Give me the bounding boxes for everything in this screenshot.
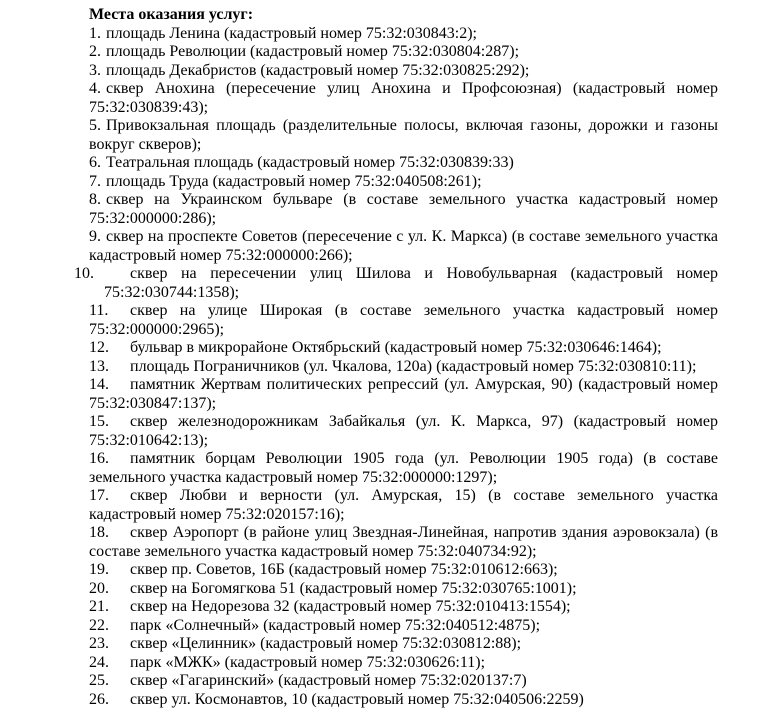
item-text: сквер железнодорожникам Забайкалья (ул. К. Маркса, 97) (кадастровый номер 75:32:010642:13); xyxy=(89,413,718,449)
item-number: 13. xyxy=(89,357,109,375)
item-number: 9. xyxy=(89,228,101,245)
item-number: 23. xyxy=(89,635,109,652)
item-number: 17. xyxy=(89,487,109,504)
item-number: 11. xyxy=(89,302,109,319)
item-number: 5. xyxy=(89,117,101,134)
list-item xyxy=(89,302,718,339)
item-text: Театральная площадь (кадастровый номер 75:32:030839:33) xyxy=(106,154,514,171)
list-item xyxy=(89,191,718,228)
item-text: Привокзальная площадь (разделительные полосы, включая газоны, дорожки и газоны вокруг скверов); xyxy=(89,117,718,153)
item-text: площадь Труда (кадастровый номер 75:32:040508:261); xyxy=(106,172,482,190)
item-text: сквер на Украинском бульваре (в составе земельного участка кадастровый номер 75:32:000000:286); xyxy=(89,191,718,227)
item-number: 1. xyxy=(89,24,101,42)
list-item xyxy=(89,43,718,62)
item-number: 24. xyxy=(89,653,109,671)
list-item xyxy=(89,339,718,358)
list-item xyxy=(89,376,718,413)
list-item xyxy=(89,25,718,44)
item-number: 19. xyxy=(89,561,109,578)
item-number: 14. xyxy=(89,376,109,393)
item-text: парк «МЖК» (кадастровый номер 75:32:030626:11); xyxy=(130,653,486,671)
item-number: 16. xyxy=(89,450,109,467)
item-text: сквер Аэропорт (в районе улиц Звездная-Линейная, напротив здания аэровокзала) (в составе земельного участка кадастровый номер 75:32:040734:92); xyxy=(89,524,718,560)
item-text: сквер на проспекте Советов (пересечение с ул. К. Маркса) (в составе земельного участка кадастровый номер 75:32:000000:266); xyxy=(89,228,718,264)
item-number: 6. xyxy=(89,154,101,171)
item-number: 20. xyxy=(89,579,109,597)
list-item xyxy=(89,154,718,173)
item-text: сквер Любви и верности (ул. Амурская, 15) (в составе земельного участка кадастровый номер 75:32:020157:16); xyxy=(89,487,718,523)
item-number: 2. xyxy=(89,43,101,60)
service-list xyxy=(74,24,718,710)
list-item xyxy=(89,358,718,377)
list-item xyxy=(89,413,718,450)
list-item xyxy=(89,691,718,710)
list-item xyxy=(89,450,718,487)
item-number: 3. xyxy=(89,61,101,79)
item-text: площадь Декабристов (кадастровый номер 75:32:030825:292); xyxy=(106,61,530,79)
list-item xyxy=(89,524,718,561)
item-text: площадь Революции (кадастровый номер 75:32:030804:287); xyxy=(106,43,520,60)
item-text: сквер пр. Советов, 16Б (кадастровый номер 75:32:010612:663); xyxy=(130,561,558,578)
list-item xyxy=(89,672,718,691)
item-number: 21. xyxy=(89,598,109,615)
list-item xyxy=(89,654,718,673)
list-item xyxy=(89,117,718,154)
list-item xyxy=(89,228,718,265)
item-number: 22. xyxy=(89,616,109,634)
item-number: 10. xyxy=(74,265,94,282)
item-text: памятник Жертвам политических репрессий (ул. Амурская, 90) (кадастровый номер 75:32:030847:137); xyxy=(89,376,718,412)
item-text: сквер на улице Широкая (в составе земельного участка кадастровый номер 75:32:000000:2965); xyxy=(89,302,718,338)
list-item xyxy=(89,487,718,524)
item-text: площадь Ленина (кадастровый номер 75:32:030843:2); xyxy=(106,24,477,42)
item-text: сквер Анохина (пересечение улиц Анохина и Профсоюзная) (кадастровый номер 75:32:030839:43); xyxy=(89,80,718,116)
item-number: 8. xyxy=(89,191,101,208)
list-item xyxy=(89,580,718,599)
item-number: 26. xyxy=(89,690,109,708)
list-item xyxy=(89,561,718,580)
list-item xyxy=(89,635,718,654)
item-text: сквер ул. Космонавтов, 10 (кадастровый номер 75:32:040506:2259) xyxy=(130,690,584,708)
item-text: памятник борцам Революции 1905 года (ул. Революции 1905 года) (в составе земельного участка кадастровый номер 75:32:000000:1297); xyxy=(89,450,718,486)
item-number: 15. xyxy=(89,413,109,430)
list-item xyxy=(89,80,718,117)
item-text: парк «Солнечный» (кадастровый номер 75:32:040512:4875); xyxy=(130,616,541,634)
item-number: 4. xyxy=(89,80,101,97)
item-number: 18. xyxy=(89,524,109,541)
list-item xyxy=(89,598,718,617)
list-item xyxy=(89,173,718,192)
page-title: Места оказания услуг: xyxy=(89,6,254,23)
item-text: сквер на пересечении улиц Шилова и Новобульварная (кадастровый номер 75:32:030744:1358); xyxy=(104,265,718,301)
item-text: сквер «Целинник» (кадастровый номер 75:32:030812:88); xyxy=(130,635,522,652)
item-text: сквер на Недорезова 32 (кадастровый номер 75:32:010413:1554); xyxy=(130,598,571,615)
list-item xyxy=(89,617,718,636)
item-text: площадь Пограничников (ул. Чкалова, 120а) (кадастровый номер 75:32:030810:11); xyxy=(130,357,697,375)
item-number: 7. xyxy=(89,172,101,190)
item-text: сквер на Богомягкова 51 (кадастровый номер 75:32:030765:1001); xyxy=(130,579,577,597)
item-text: бульвар в микрорайоне Октябрьский (кадастровый номер 75:32:030646:1464); xyxy=(130,339,662,356)
list-item xyxy=(89,62,718,81)
list-item xyxy=(74,265,718,302)
item-text: сквер «Гагаринский» (кадастровый номер 75:32:020137:7) xyxy=(130,672,527,689)
item-number: 12. xyxy=(89,339,109,356)
item-number: 25. xyxy=(89,672,109,689)
